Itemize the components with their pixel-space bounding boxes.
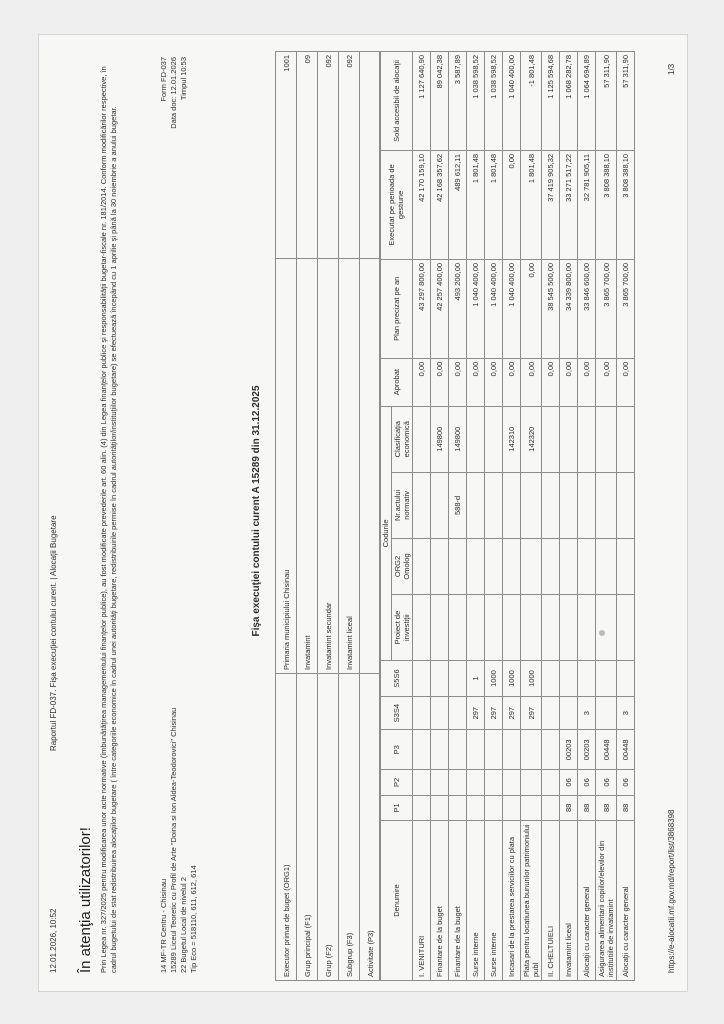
col-p1: P1 xyxy=(380,795,413,820)
cell-executat: 32 781 905,11 xyxy=(578,150,596,259)
table-row xyxy=(578,52,596,981)
col-sold: Sold accesibil de alocaţii xyxy=(380,52,413,151)
cell-plan: 42 257 400,00 xyxy=(431,259,449,358)
meta-row xyxy=(276,52,297,981)
cell-name: Incasari de la prestarea serviciilor cu plata xyxy=(503,821,521,981)
cell-name: Invatamint liceal xyxy=(560,821,578,981)
cell-p2 xyxy=(485,770,503,795)
cell-org2 xyxy=(596,538,617,594)
cell-executat: 489 612,11 xyxy=(449,150,467,259)
cell-act xyxy=(542,472,560,538)
cell-name: Plata pentru locatiunea bunurilor patrimoniului publ xyxy=(521,821,542,981)
meta-table xyxy=(275,51,381,981)
cell-aprobat: 0,00 xyxy=(596,358,617,406)
cell-proiect xyxy=(467,595,485,661)
cell-s3s4: 297 xyxy=(503,696,521,730)
cell-act: 588-d xyxy=(449,472,467,538)
cell-sold: 57 311,90 xyxy=(617,52,635,151)
report-title: Fişa execuţiei contului curent A 15289 din 31.12.2025 xyxy=(251,385,262,637)
form-meta xyxy=(159,57,189,129)
cell-name: Finantare de la buget xyxy=(449,821,467,981)
cell-sold: 1 068 282,78 xyxy=(560,52,578,151)
cell-s5s6 xyxy=(596,661,617,697)
cell-p1: 88 xyxy=(560,795,578,820)
meta-code: 1001 xyxy=(276,52,297,259)
cell-org2 xyxy=(617,538,635,594)
cell-sold: 1 040 400,00 xyxy=(503,52,521,151)
cell-aprobat: 0,00 xyxy=(560,358,578,406)
cell-eco xyxy=(413,406,431,472)
meta-label: Grup (F2) xyxy=(318,674,339,981)
cell-name: II. CHELTUIELI xyxy=(542,821,560,981)
cell-p3: 00203 xyxy=(578,730,596,770)
col-plan: Plan precizat pe an xyxy=(380,259,413,358)
cell-eco xyxy=(617,406,635,472)
cell-plan: 3 865 700,00 xyxy=(596,259,617,358)
cell-act xyxy=(467,472,485,538)
cell-sold: 89 042,38 xyxy=(431,52,449,151)
cell-org2 xyxy=(542,538,560,594)
cell-p3 xyxy=(503,730,521,770)
meta-label: Grup principal (F1) xyxy=(297,674,318,981)
cell-proiect xyxy=(521,595,542,661)
cell-name: Finantare de la buget xyxy=(431,821,449,981)
meta-label: Subgrup (F3) xyxy=(339,674,360,981)
meta-label: Executor primar de buget (ORG1) xyxy=(276,674,297,981)
cell-eco xyxy=(596,406,617,472)
cell-plan: 43 297 800,00 xyxy=(413,259,431,358)
cell-name: Alocaţii cu caracter general xyxy=(617,821,635,981)
col-act: Nr.actului normativ xyxy=(392,472,413,538)
meta-code: 092 xyxy=(339,52,360,259)
col-s3s4: S3S4 xyxy=(380,696,413,730)
cell-name: I. VENITURI xyxy=(413,821,431,981)
cell-executat: 42 168 357,62 xyxy=(431,150,449,259)
cell-s5s6: 1000 xyxy=(521,661,542,697)
cell-proiect xyxy=(542,595,560,661)
cell-p2 xyxy=(503,770,521,795)
cell-s3s4: 297 xyxy=(485,696,503,730)
footer-url: https://e-alocatii.mf.gov.md/report/list/3868398 xyxy=(667,809,676,973)
cell-name: Surse interne xyxy=(467,821,485,981)
cell-s5s6 xyxy=(413,661,431,697)
meta-code: 09 xyxy=(297,52,318,259)
table-row xyxy=(596,52,617,981)
meta-row xyxy=(360,52,381,981)
cell-act xyxy=(617,472,635,538)
attention-text: Prin Legea nr. 327/2025 pentru modificarea unor acte normative (îmbunătăţirea managementului finanţelor publice), au fost modificate prevederile art. 60 alin. (4) din Legea finanţelor publice şi responsabilităţii bugetar-fiscale nr. 181/2014. Conform modificărilor respective, în cadrul bugetului de stat redistribuirea alocaţiilor bugetare ( între categoriile economice în cadrul unei autorităţi bugetare, redistribuirile permise în cadrul autorităţilor/instituţiilor bugetare) se efectuează începând cu 1 aprilie şi până la 30 noiembrie a anului bugetar. xyxy=(99,66,118,973)
cell-act xyxy=(560,472,578,538)
cell-name: Alocaţii cu caracter general xyxy=(578,821,596,981)
cell-p3: 00448 xyxy=(596,730,617,770)
cell-p3: 00448 xyxy=(617,730,635,770)
cell-proiect xyxy=(617,595,635,661)
cell-org2 xyxy=(467,538,485,594)
cell-p3 xyxy=(467,730,485,770)
ink-dot xyxy=(599,630,605,636)
cell-act xyxy=(485,472,503,538)
document-time: Timpul 10:53 xyxy=(179,57,188,101)
cell-plan: 34 339 800,00 xyxy=(560,259,578,358)
cell-proiect xyxy=(596,595,617,661)
meta-value: Invatamint secundar xyxy=(318,259,339,674)
cell-act xyxy=(413,472,431,538)
cell-executat: 3 808 388,10 xyxy=(596,150,617,259)
cell-eco: 142320 xyxy=(521,406,542,472)
meta-value: Invatamint liceal xyxy=(339,259,360,674)
col-group-codurile: Codurile xyxy=(380,406,392,661)
cell-plan: 3 865 700,00 xyxy=(617,259,635,358)
col-proiect: Proiect de investiţii xyxy=(392,595,413,661)
cell-proiect xyxy=(560,595,578,661)
cell-org2 xyxy=(578,538,596,594)
cell-s3s4 xyxy=(542,696,560,730)
meta-value xyxy=(360,259,381,674)
col-p3: P3 xyxy=(380,730,413,770)
cell-executat: 1 801,48 xyxy=(485,150,503,259)
cell-proiect xyxy=(578,595,596,661)
cell-s3s4 xyxy=(596,696,617,730)
cell-eco xyxy=(542,406,560,472)
cell-s3s4: 3 xyxy=(617,696,635,730)
meta-label: Activitate (P3) xyxy=(360,674,381,981)
meta-value: Invatamint xyxy=(297,259,318,674)
col-org2: ORG2 Omolog xyxy=(392,538,413,594)
col-aprobat: Aprobat xyxy=(380,358,413,406)
cell-proiect xyxy=(485,595,503,661)
cell-eco xyxy=(467,406,485,472)
col-s5s6: S5S6 xyxy=(380,661,413,697)
cell-eco: 149800 xyxy=(449,406,467,472)
cell-s3s4 xyxy=(449,696,467,730)
cell-p1 xyxy=(431,795,449,820)
cell-p1 xyxy=(449,795,467,820)
cell-eco xyxy=(485,406,503,472)
cell-p1: 88 xyxy=(596,795,617,820)
cell-plan: 1 040 400,00 xyxy=(467,259,485,358)
cell-org2 xyxy=(449,538,467,594)
cell-s3s4: 3 xyxy=(578,696,596,730)
cell-s5s6 xyxy=(431,661,449,697)
col-eco: Clasificaţia economică xyxy=(392,406,413,472)
cell-sold: 1 038 598,52 xyxy=(485,52,503,151)
cell-executat: 3 808 388,10 xyxy=(617,150,635,259)
table-row xyxy=(521,52,542,981)
meta-row xyxy=(297,52,318,981)
cell-act xyxy=(596,472,617,538)
cell-p2 xyxy=(431,770,449,795)
cell-plan: 33 846 600,00 xyxy=(578,259,596,358)
cell-name: Surse interne xyxy=(485,821,503,981)
col-executat: Executat pe perioada de gestiune xyxy=(380,150,413,259)
cell-plan: 493 200,00 xyxy=(449,259,467,358)
cell-s5s6 xyxy=(617,661,635,697)
cell-proiect xyxy=(413,595,431,661)
cell-s3s4: 297 xyxy=(467,696,485,730)
cell-p3 xyxy=(521,730,542,770)
cell-plan: 0,00 xyxy=(521,259,542,358)
cell-plan: 38 545 500,00 xyxy=(542,259,560,358)
cell-p2 xyxy=(521,770,542,795)
execution-table xyxy=(379,51,635,981)
cell-sold: 57 311,90 xyxy=(596,52,617,151)
cell-proiect xyxy=(503,595,521,661)
address-line-2: 15289 Liceul Teoretic cu Profil de Arte "Doina si Ion Aldea-Teodorovici" Chisinau xyxy=(169,707,178,973)
table-row xyxy=(560,52,578,981)
cell-p1: 88 xyxy=(617,795,635,820)
cell-p3: 00203 xyxy=(560,730,578,770)
cell-p3 xyxy=(449,730,467,770)
cell-org2 xyxy=(431,538,449,594)
cell-eco: 142310 xyxy=(503,406,521,472)
cell-eco: 149800 xyxy=(431,406,449,472)
address-line-3: 22 Bugetul Local de nivelul 2 xyxy=(179,877,188,973)
cell-executat: 37 419 905,32 xyxy=(542,150,560,259)
cell-sold: 1 038 598,52 xyxy=(467,52,485,151)
table-row xyxy=(485,52,503,981)
cell-executat: 1 801,48 xyxy=(467,150,485,259)
meta-value: Primaria municipiului Chisinau xyxy=(276,259,297,674)
cell-p1 xyxy=(413,795,431,820)
col-denumire: Denumire xyxy=(380,821,413,981)
cell-sold: 3 587,89 xyxy=(449,52,467,151)
cell-executat: 33 271 517,22 xyxy=(560,150,578,259)
cell-plan: 1 040 400,00 xyxy=(503,259,521,358)
cell-p3 xyxy=(431,730,449,770)
cell-s5s6 xyxy=(560,661,578,697)
address-line-1: 14 MF-TR Centru - Chisinau xyxy=(159,878,168,973)
cell-aprobat: 0,00 xyxy=(449,358,467,406)
cell-p2 xyxy=(413,770,431,795)
cell-p2: 06 xyxy=(578,770,596,795)
table-row xyxy=(503,52,521,981)
cell-s5s6: 1 xyxy=(467,661,485,697)
cell-plan: 1 040 400,00 xyxy=(485,259,503,358)
cell-aprobat: 0,00 xyxy=(431,358,449,406)
cell-executat: 0,00 xyxy=(503,150,521,259)
cell-org2 xyxy=(560,538,578,594)
cell-name: Asigurarea alimentarii copiilor/elevilor din institutiile de invatamint xyxy=(596,821,617,981)
cell-s5s6 xyxy=(578,661,596,697)
rotated-report xyxy=(39,35,687,991)
attention-title: În atenţia utilizatorilor! xyxy=(77,827,94,973)
scanned-page xyxy=(38,34,688,992)
cell-p1 xyxy=(521,795,542,820)
cell-p1 xyxy=(503,795,521,820)
cell-act xyxy=(503,472,521,538)
print-timestamp: 12.01.2026, 10:52 xyxy=(49,908,58,973)
table-row xyxy=(617,52,635,981)
cell-s5s6: 1000 xyxy=(503,661,521,697)
cell-aprobat: 0,00 xyxy=(578,358,596,406)
meta-row xyxy=(339,52,360,981)
cell-p2 xyxy=(449,770,467,795)
table-row xyxy=(467,52,485,981)
address-line-4: Tip Eco = 518110, 611, 612, 614 xyxy=(189,865,198,973)
cell-p2: 06 xyxy=(596,770,617,795)
report-header-title: Raportul FD-037. Fişa execuţiei contului curent. | Alocaţii Bugetare xyxy=(49,515,58,751)
table-row xyxy=(431,52,449,981)
cell-aprobat: 0,00 xyxy=(542,358,560,406)
cell-s3s4 xyxy=(560,696,578,730)
cell-p1: 88 xyxy=(578,795,596,820)
table-row xyxy=(449,52,467,981)
cell-org2 xyxy=(503,538,521,594)
cell-aprobat: 0,00 xyxy=(617,358,635,406)
cell-aprobat: 0,00 xyxy=(413,358,431,406)
meta-row xyxy=(318,52,339,981)
col-p2: P2 xyxy=(380,770,413,795)
cell-act xyxy=(431,472,449,538)
form-code: Form FD-037 xyxy=(159,57,168,102)
table-row xyxy=(542,52,560,981)
cell-s3s4 xyxy=(413,696,431,730)
cell-p2: 06 xyxy=(617,770,635,795)
cell-p3 xyxy=(542,730,560,770)
cell-sold: -1 801,48 xyxy=(521,52,542,151)
cell-act xyxy=(521,472,542,538)
cell-eco xyxy=(578,406,596,472)
cell-p3 xyxy=(485,730,503,770)
cell-executat: 1 801,48 xyxy=(521,150,542,259)
cell-sold: 1 127 640,90 xyxy=(413,52,431,151)
cell-aprobat: 0,00 xyxy=(467,358,485,406)
cell-org2 xyxy=(521,538,542,594)
cell-sold: 1 064 694,89 xyxy=(578,52,596,151)
meta-code: 092 xyxy=(318,52,339,259)
cell-proiect xyxy=(431,595,449,661)
page-number: 1/3 xyxy=(667,63,676,75)
cell-sold: 1 125 594,68 xyxy=(542,52,560,151)
cell-eco xyxy=(560,406,578,472)
cell-act xyxy=(578,472,596,538)
document-date: Data doc: 12.01.2026 xyxy=(169,57,178,129)
institution-address xyxy=(159,708,199,973)
cell-s3s4 xyxy=(431,696,449,730)
cell-p2: 06 xyxy=(560,770,578,795)
cell-s5s6 xyxy=(449,661,467,697)
cell-executat: 42 170 159,10 xyxy=(413,150,431,259)
cell-p1 xyxy=(485,795,503,820)
cell-p2 xyxy=(467,770,485,795)
cell-p1 xyxy=(542,795,560,820)
cell-p3 xyxy=(413,730,431,770)
cell-proiect xyxy=(449,595,467,661)
cell-s5s6 xyxy=(542,661,560,697)
cell-aprobat: 0,00 xyxy=(503,358,521,406)
cell-aprobat: 0,00 xyxy=(521,358,542,406)
meta-code xyxy=(360,52,381,259)
cell-s3s4: 297 xyxy=(521,696,542,730)
cell-p2 xyxy=(542,770,560,795)
cell-org2 xyxy=(485,538,503,594)
cell-p1 xyxy=(467,795,485,820)
cell-s5s6: 1000 xyxy=(485,661,503,697)
table-row xyxy=(413,52,431,981)
cell-aprobat: 0,00 xyxy=(485,358,503,406)
cell-org2 xyxy=(413,538,431,594)
